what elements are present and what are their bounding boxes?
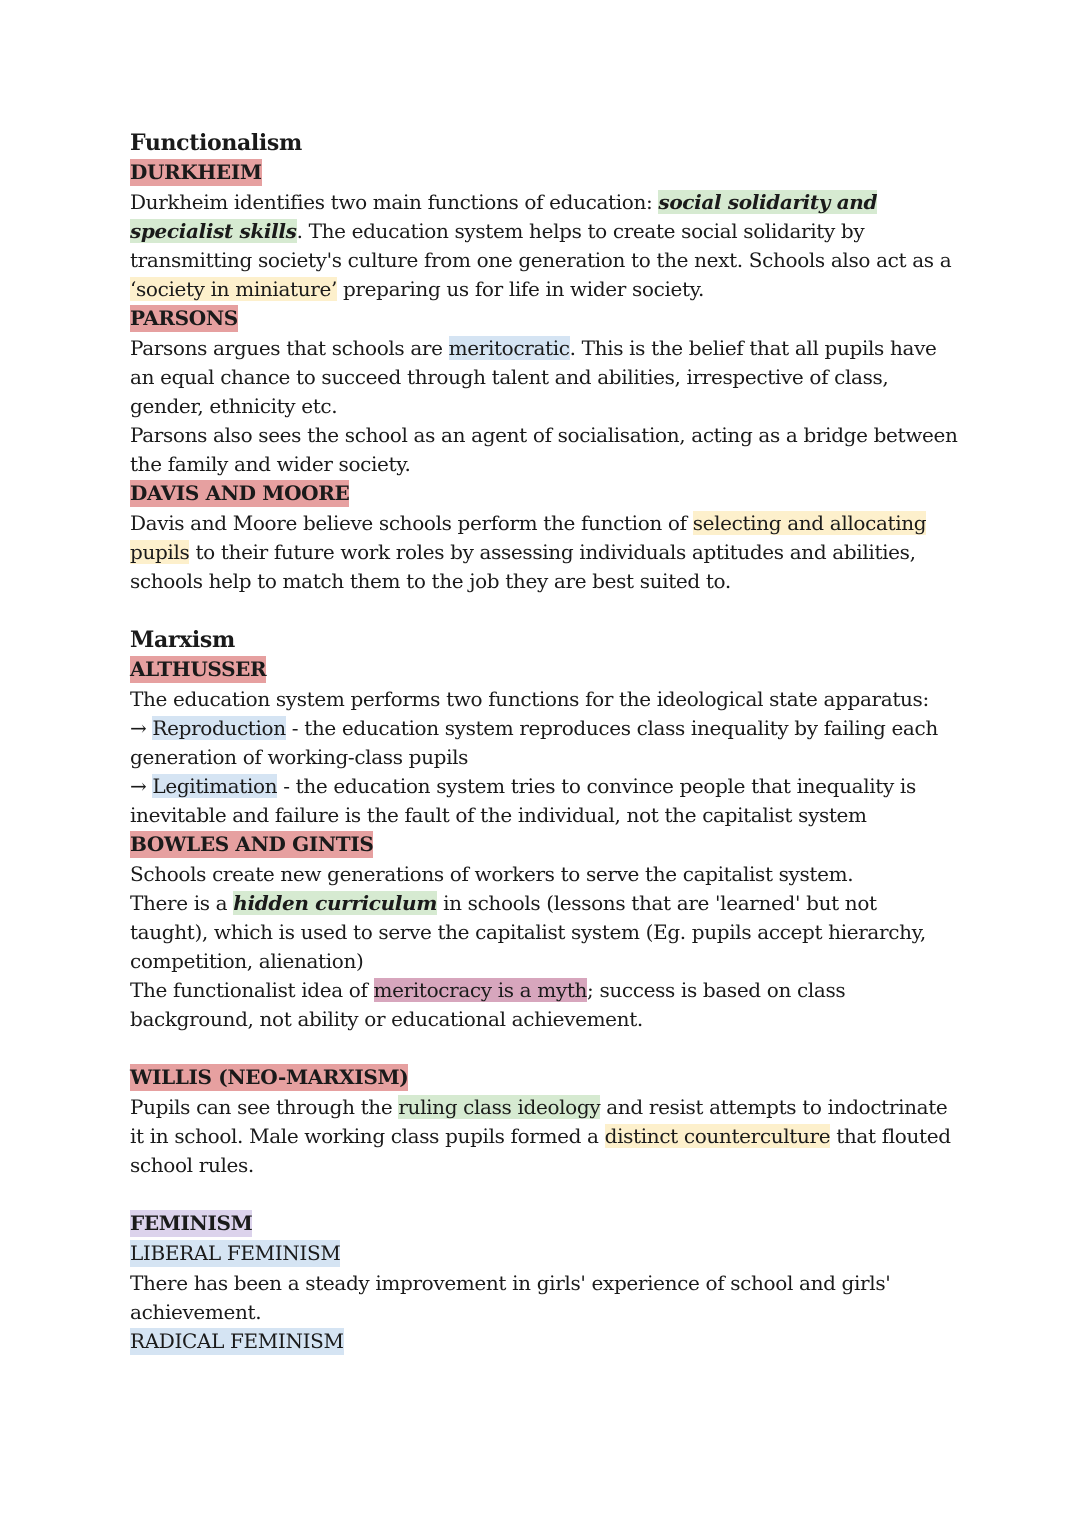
arrow-icon: → (130, 774, 153, 798)
highlight-hidden-curriculum: hidden curriculum (233, 891, 438, 915)
highlight-legitimation: Legitimation (152, 774, 278, 798)
highlight-meritocratic: meritocratic (448, 336, 570, 360)
paragraph-willis: Pupils can see through the ruling class ideology and resist attempts to indoctrinate it in school. Male working class pupils formed a distinct counterculture that flouted school rules. (130, 1095, 951, 1177)
label-willis: WILLIS (NEO-MARXISM) (130, 1065, 409, 1089)
list-item-legitimation: → Legitimation - the education system tries to convince people that inequality is inevitable and failure is the fault of the individual, not the capitalist system (130, 774, 916, 827)
paragraph-bowles-gintis-3: The functionalist idea of meritocracy is a myth; success is based on class background, not ability or educational achievement. (130, 978, 846, 1031)
paragraph-durkheim: Durkheim identifies two main functions of education: social solidarity and specialist skills. The education system helps to create social solidarity by transmitting society's culture from one generation to the next. Schools also act as a ‘society in miniature’ preparing us for life in wider society. (130, 190, 952, 301)
highlight-social-solidarity: social solidarity and specialist skills (130, 190, 878, 243)
highlight-reproduction: Reproduction (152, 716, 286, 740)
list-item-reproduction: → Reproduction - the education system reproduces class inequality by failing each generation of working-class pupils (130, 716, 938, 769)
highlight-ruling-class-ideology: ruling class ideology (398, 1095, 601, 1119)
label-durkheim: DURKHEIM (130, 160, 262, 184)
highlight-selecting-allocating: selecting and allocating pupils (130, 511, 927, 564)
highlight-society-in-miniature: ‘society in miniature’ (130, 277, 337, 301)
highlight-meritocracy-myth: meritocracy is a myth (373, 978, 588, 1002)
paragraph-bowles-gintis-1: Schools create new generations of workers to serve the capitalist system. (130, 862, 854, 886)
section-heading-marxism: Marxism (130, 627, 235, 653)
label-davis-and-moore: DAVIS AND MOORE (130, 481, 350, 505)
label-parsons: PARSONS (130, 306, 238, 330)
section-heading-functionalism: Functionalism (130, 130, 302, 156)
section-gap (130, 1180, 960, 1209)
notes-document (130, 128, 960, 1357)
label-feminism: FEMINISM (130, 1211, 253, 1235)
section-gap (130, 1034, 960, 1063)
highlight-distinct-counterculture: distinct counterculture (604, 1124, 831, 1148)
label-radical-feminism: RADICAL FEMINISM (130, 1329, 344, 1353)
paragraph-parsons-1: Parsons argues that schools are meritocratic. This is the belief that all pupils have an equal chance to succeed through talent and abilities, irrespective of class, gender, ethnicity etc. (130, 336, 937, 418)
section-gap (130, 596, 960, 625)
paragraph-davis-moore: Davis and Moore believe schools perform the function of selecting and allocating pupils to their future work roles by assessing individuals aptitudes and abilities, schools help to match them to the job they are best suited to. (130, 511, 927, 593)
paragraph-althusser-intro: The education system performs two functions for the ideological state apparatus: (130, 687, 929, 711)
paragraph-liberal-feminism: There has been a steady improvement in girls' experience of school and girls' achievement. (130, 1271, 891, 1324)
paragraph-parsons-2: Parsons also sees the school as an agent of socialisation, acting as a bridge between the family and wider society. (130, 423, 958, 476)
label-bowles-and-gintis: BOWLES AND GINTIS (130, 832, 374, 856)
label-liberal-feminism: LIBERAL FEMINISM (130, 1241, 341, 1265)
label-althusser: ALTHUSSER (130, 657, 267, 681)
arrow-icon: → (130, 716, 153, 740)
paragraph-bowles-gintis-2: There is a hidden curriculum in schools (lessons that are 'learned' but not taught), which is used to serve the capitalist system (Eg. pupils accept hierarchy, competition, alienation) (130, 891, 926, 973)
